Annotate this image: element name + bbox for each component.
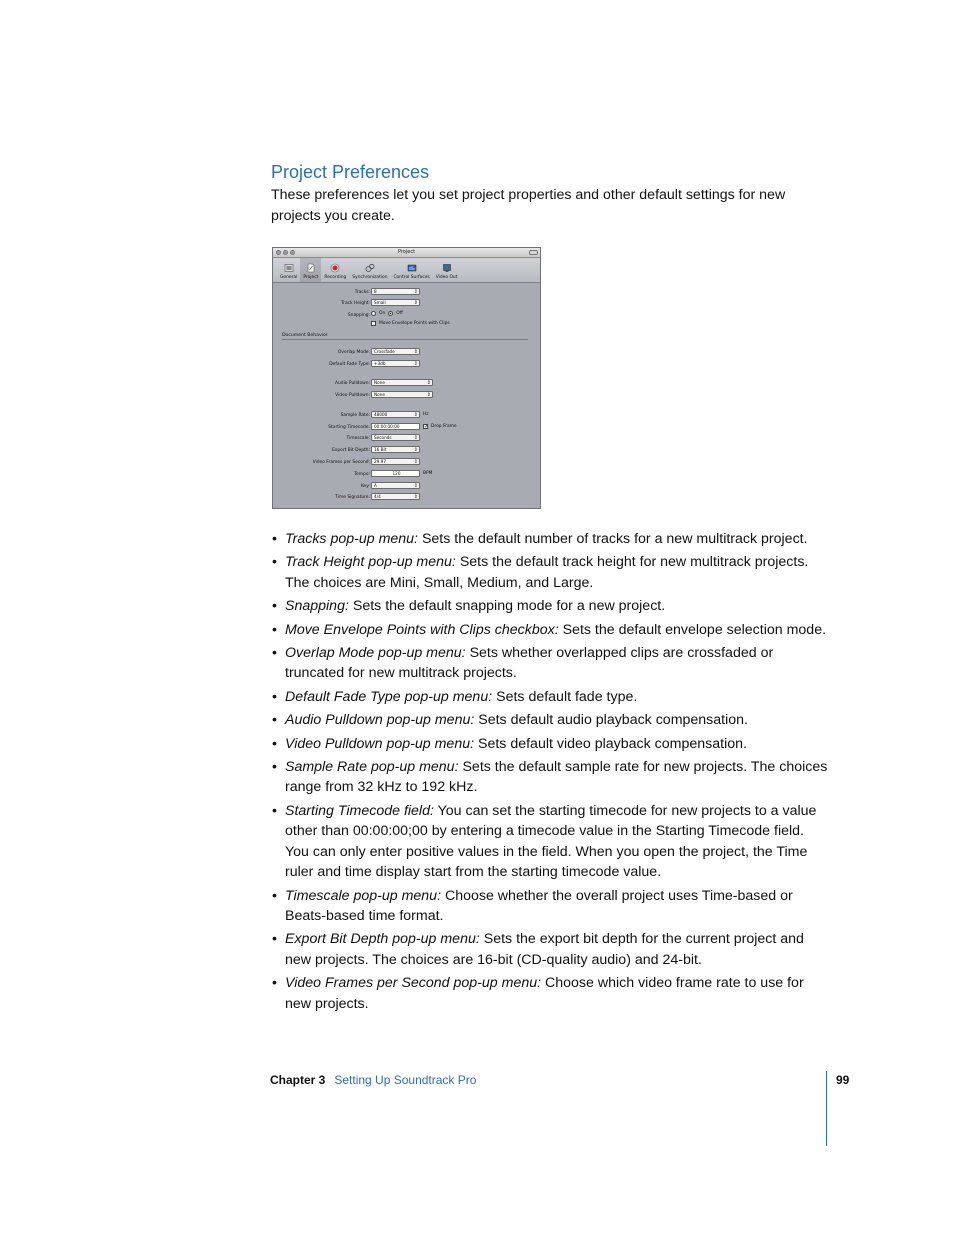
intro-paragraph: These preferences let you set project properties and other default settings for new projects you create. (271, 187, 786, 224)
overlap-mode-label: Overlap Mode: (337, 349, 370, 355)
tab-project[interactable]: Project (300, 258, 321, 282)
tracks-popup[interactable]: 8 ⇕ (371, 288, 420, 295)
audio-pulldown-popup[interactable]: None ⇕ (371, 379, 433, 386)
document-behavior-heading: Document Behavior (282, 333, 528, 340)
timescale-popup[interactable]: Seconds ⇕ (371, 434, 420, 441)
export-bit-depth-popup[interactable]: 16 Bit ⇕ (371, 446, 420, 453)
minimize-button[interactable] (283, 250, 288, 255)
starting-timecode-label: Starting Timecode: (328, 424, 370, 430)
drop-frame-checkbox[interactable]: ✓ (424, 424, 429, 430)
window-title: Project (397, 249, 416, 255)
tempo-unit: BPM (423, 471, 433, 476)
project-preferences-window (272, 247, 541, 509)
fps-row (273, 458, 541, 466)
list-item: • Video Frames per Second pop-up menu: Choose which video frame rate to use for new projects. (271, 973, 831, 1014)
video-out-icon (441, 262, 452, 273)
list-item: • Sample Rate pop-up menu: Sets the default sample rate for new projects. The choices range from 32 kHz to 192 kHz. (271, 757, 831, 798)
list-item: • Tracks pop-up menu: Sets the default number of tracks for a new multitrack project. (271, 529, 831, 549)
tab-video-out[interactable]: Video Out (433, 258, 461, 282)
snapping-row: Snapping: On Off (347, 311, 403, 318)
timescale-label: Timescale: (346, 435, 370, 441)
section-heading: Project Preferences (271, 162, 430, 182)
starting-timecode-row: Starting Timecode: 00:00:00;00 ✓ Drop Frame (328, 424, 457, 430)
tempo-row (273, 470, 541, 478)
tempo-field[interactable] (371, 470, 420, 477)
fps-popup[interactable]: 29.97 ⇕ (371, 458, 420, 465)
export-bit-depth-label: Export Bit Depth: (332, 447, 370, 453)
toolbar-toggle-button[interactable] (529, 250, 538, 255)
export-bit-depth-row (273, 446, 541, 454)
chapter-title: Setting Up Soundtrack Pro (334, 1073, 477, 1087)
chapter-number: Chapter 3 (270, 1073, 326, 1087)
list-item: • Video Pulldown pop-up menu: Sets default video playback compensation. (271, 734, 831, 754)
time-signature-label: Time Signature: (335, 494, 370, 500)
move-envelope-row: Move Envelope Points with Clips (273, 321, 541, 329)
starting-timecode-field[interactable]: 00:00:00;00 (371, 423, 420, 430)
footer-divider (826, 1071, 827, 1146)
fade-type-popup[interactable]: +3db ⇕ (371, 360, 420, 367)
window-controls[interactable] (276, 250, 295, 255)
tracks-label: Tracks: (354, 289, 370, 295)
list-item: • Snapping: Sets the default snapping mode for a new project. (271, 596, 831, 616)
window-titlebar (273, 248, 540, 258)
fade-type-label: Default Fade Type: (329, 361, 370, 367)
tracks-row (273, 288, 541, 296)
list-item: • Default Fade Type pop-up menu: Sets default fade type. (271, 687, 831, 707)
preferences-toolbar (273, 258, 540, 283)
tab-general[interactable]: General (277, 258, 300, 282)
move-envelope-checkbox[interactable] (371, 321, 376, 326)
list-item: • Export Bit Depth pop-up menu: Sets the export bit depth for the current project and new projects. The choices are 16-bit (CD-quality audio) and 24-bit. (271, 929, 831, 970)
sync-icon (364, 262, 375, 273)
fps-label: Video Frames per Second: (312, 459, 370, 465)
fade-type-row (273, 360, 541, 368)
snapping-on-radio[interactable] (371, 311, 376, 316)
track-height-row (273, 299, 541, 307)
video-pulldown-popup[interactable]: None ⇕ (371, 391, 433, 398)
tab-synchronization[interactable]: Synchronization (349, 258, 390, 282)
tab-control-surfaces[interactable]: Control Surfaces (390, 258, 432, 282)
time-signature-popup[interactable]: 4/4 ⇕ (371, 493, 420, 500)
sample-rate-popup[interactable]: 48000 ⇕ (371, 411, 420, 418)
page-number: 99 (836, 1073, 850, 1087)
project-icon (305, 262, 316, 273)
tempo-label: Tempo: (354, 471, 370, 477)
video-pulldown-label: Video Pulldown: (335, 392, 370, 398)
snapping-label: Snapping: (347, 312, 370, 318)
overlap-mode-row (273, 348, 541, 356)
list-item: • Track Height pop-up menu: Sets the default track height for new multitrack projects. The choices are Mini, Small, Medium, and Large. (271, 552, 831, 593)
tempo-value: 120 (392, 471, 401, 476)
video-pulldown-row (273, 391, 541, 399)
list-item: • Starting Timecode field: You can set the starting timecode for new projects to a value other than 00:00:00;00 by entering a timecode value in the Starting Timecode field. You can only enter positive values in the field. When you open the project, the Time ruler and time display start from the starting timecode value. (271, 801, 831, 883)
record-icon (330, 262, 341, 273)
track-height-popup[interactable]: Small ⇕ (371, 299, 420, 306)
sample-rate-row (273, 411, 541, 419)
sample-rate-label: Sample Rate: (340, 412, 370, 418)
audio-pulldown-label: Audio Pulldown: (335, 380, 370, 386)
track-height-label: Track Height: (341, 300, 370, 306)
timescale-row (273, 434, 541, 442)
page-footer (270, 1073, 476, 1087)
key-row (273, 482, 541, 490)
general-icon (283, 262, 294, 273)
key-label: Key: (360, 483, 370, 489)
preference-descriptions (271, 529, 831, 1017)
time-signature-row (273, 493, 541, 501)
key-popup[interactable]: A ⇕ (371, 482, 420, 489)
snapping-off-radio[interactable] (388, 311, 393, 316)
list-item: • Timescale pop-up menu: Choose whether the overall project uses Time-based or Beats-based time format. (271, 886, 831, 927)
list-item: • Move Envelope Points with Clips checkbox: Sets the default envelope selection mode. (271, 620, 831, 640)
list-item: • Overlap Mode pop-up menu: Sets whether overlapped clips are crossfaded or truncated for new multitrack projects. (271, 643, 831, 684)
tab-recording[interactable]: Recording (321, 258, 349, 282)
sample-rate-unit: Hz (423, 412, 429, 417)
audio-pulldown-row (273, 379, 541, 387)
overlap-mode-popup[interactable]: Crossfade ⇕ (371, 348, 420, 355)
list-item: • Audio Pulldown pop-up menu: Sets default audio playback compensation. (271, 710, 831, 730)
control-surfaces-icon (406, 262, 417, 273)
maximize-button[interactable] (290, 250, 295, 255)
close-button[interactable] (276, 250, 281, 255)
